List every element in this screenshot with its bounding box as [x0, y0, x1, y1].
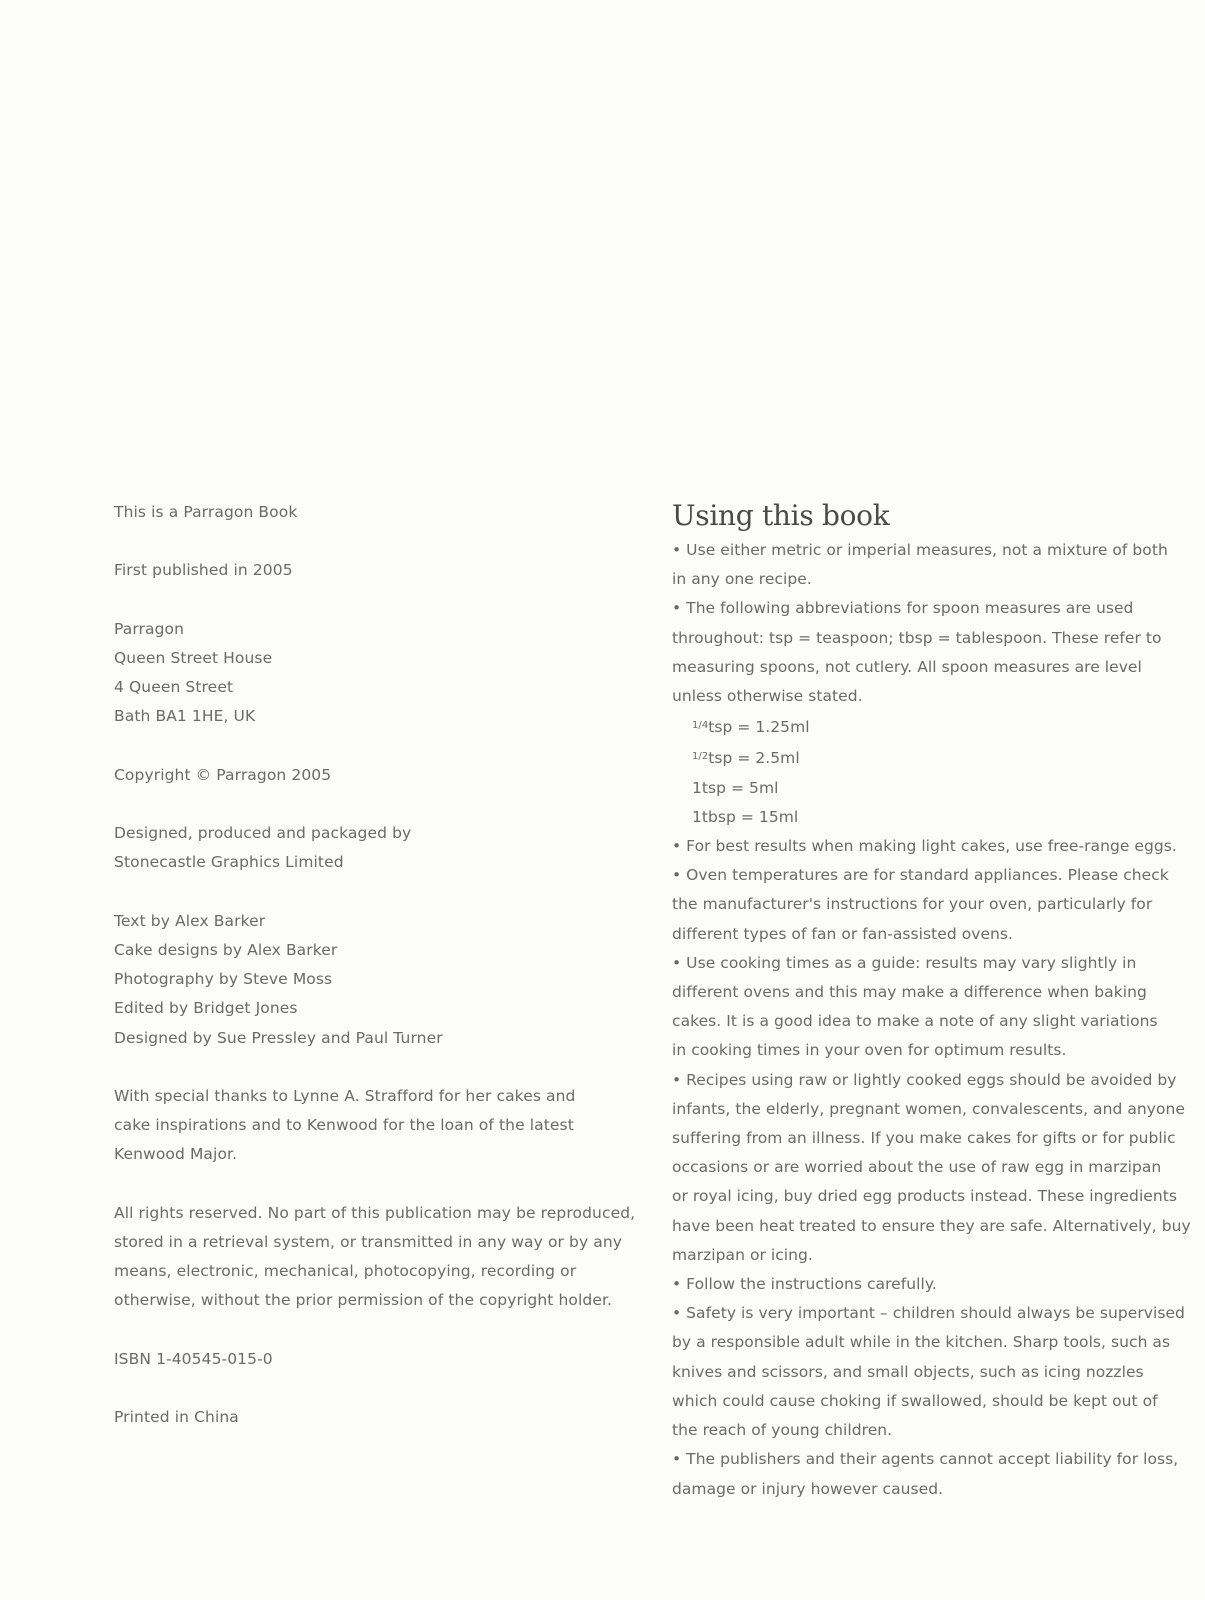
body-line: • Use either metric or imperial measures, not a mixture of both — [672, 541, 1168, 559]
credit-line: Edited by Bridget Jones — [114, 999, 298, 1018]
measure-line — [672, 803, 1192, 832]
rights-line: means, electronic, mechanical, photocopying, recording or — [114, 1262, 577, 1281]
design-credit-line: Designed, produced and packaged by — [114, 824, 412, 843]
measure-line — [672, 742, 1192, 773]
rights-line: otherwise, without the prior permission of the copyright holder. — [114, 1291, 613, 1310]
first-published: First published in 2005 — [114, 561, 293, 580]
measure-fraction: 1/4 — [692, 720, 709, 732]
address-line: 4 Queen Street — [114, 678, 234, 697]
body-line: have been heat treated to ensure they are safe. Alternatively, buy — [672, 1216, 1191, 1235]
body-line: measuring spoons, not cutlery. All spoon measures are level — [672, 657, 1142, 676]
rights-block — [114, 1199, 634, 1316]
body-line: which could cause choking if swallowed, should be kept out of — [672, 1391, 1158, 1410]
rights-line: All rights reserved. No part of this publication may be reproduced, — [114, 1203, 636, 1222]
body-line: • Use cooking times as a guide: results may vary slightly in — [672, 953, 1137, 972]
body-line: knives and scissors, and small objects, such as icing nozzles — [672, 1362, 1144, 1381]
publisher-line: This is a Parragon Book — [114, 503, 298, 521]
body-line: infants, the elderly, pregnant women, convalescents, and anyone — [672, 1099, 1185, 1118]
body-line: by a responsible adult while in the kitchen. Sharp tools, such as — [672, 1333, 1171, 1352]
measure-line — [672, 774, 1192, 803]
copyright-notice: Copyright © Parragon 2005 — [114, 765, 332, 784]
printed-in: Printed in China — [114, 1408, 239, 1427]
measure-text: 1tbsp = 15ml — [692, 807, 799, 826]
address-line: Bath BA1 1HE, UK — [114, 707, 256, 726]
body-line: • Follow the instructions carefully. — [672, 1275, 937, 1294]
body-line: in any one recipe. — [672, 570, 812, 589]
measure-text: tsp = 1.25ml — [708, 718, 810, 737]
thanks-line: cake inspirations and to Kenwood for the loan of the latest — [114, 1116, 574, 1135]
body-line: damage or injury however caused. — [672, 1479, 944, 1498]
body-line: in cooking times in your oven for optimum results. — [672, 1041, 1067, 1060]
credit-line: Text by Alex Barker — [114, 911, 266, 930]
body-line: • Safety is very important – children should always be supervised — [672, 1304, 1185, 1323]
thanks-line: With special thanks to Lynne A. Strafford for her cakes and — [114, 1086, 576, 1105]
body-line: occasions or are worried about the use of raw egg in marzipan — [672, 1158, 1162, 1177]
body-line: throughout: tsp = teaspoon; tbsp = tablespoon. These refer to — [672, 628, 1162, 647]
body-line: unless otherwise stated. — [672, 687, 863, 706]
credits-block — [114, 907, 634, 1053]
publisher-line-block — [114, 498, 634, 527]
first-published-block — [114, 556, 634, 585]
credit-line: Cake designs by Alex Barker — [114, 940, 338, 959]
body-line: • Oven temperatures are for standard appliances. Please check — [672, 866, 1169, 885]
address-line: Queen Street House — [114, 648, 273, 667]
body-line: • The following abbreviations for spoon measures are used — [672, 599, 1134, 618]
publisher-address — [114, 615, 634, 732]
design-credit-block — [114, 819, 634, 877]
measure-text: 1tsp = 5ml — [692, 778, 779, 797]
measure-text: tsp = 2.5ml — [708, 749, 800, 768]
credit-line: Photography by Steve Moss — [114, 970, 333, 989]
design-credit-line: Stonecastle Graphics Limited — [114, 853, 344, 872]
isbn: ISBN 1-40545-015-0 — [114, 1349, 273, 1368]
body-line: the reach of young children. — [672, 1421, 893, 1440]
section-heading: Using this book — [672, 499, 890, 532]
body-line: the manufacturer's instructions for your oven, particularly for — [672, 895, 1153, 914]
body-line: or royal icing, buy dried egg products instead. These ingredients — [672, 1187, 1178, 1206]
thanks-block — [114, 1082, 634, 1170]
body-line: different ovens and this may make a difference when baking — [672, 983, 1147, 1002]
printed-block — [114, 1403, 634, 1432]
body-line: • For best results when making light cakes, use free-range eggs. — [672, 837, 1177, 856]
credit-line: Designed by Sue Pressley and Paul Turner — [114, 1028, 443, 1047]
copyright-block — [114, 761, 634, 790]
body-line: marzipan or icing. — [672, 1245, 813, 1264]
isbn-block — [114, 1345, 634, 1374]
rights-line: stored in a retrieval system, or transmitted in any way or by any — [114, 1232, 623, 1251]
thanks-line: Kenwood Major. — [114, 1145, 238, 1164]
body-line: suffering from an illness. If you make cakes for gifts or for public — [672, 1129, 1176, 1148]
using-body — [672, 536, 1192, 1504]
measure-fraction: 1/2 — [692, 751, 709, 763]
body-line: • Recipes using raw or lightly cooked eggs should be avoided by — [672, 1070, 1177, 1089]
address-line: Parragon — [114, 619, 185, 638]
imprint-column — [114, 498, 634, 1462]
body-line: different types of fan or fan-assisted ovens. — [672, 924, 1014, 943]
using-this-book-column — [672, 498, 1192, 1504]
body-line: • The publishers and their agents cannot accept liability for loss, — [672, 1450, 1179, 1469]
body-line: cakes. It is a good idea to make a note of any slight variations — [672, 1012, 1158, 1031]
measure-line — [672, 711, 1192, 742]
